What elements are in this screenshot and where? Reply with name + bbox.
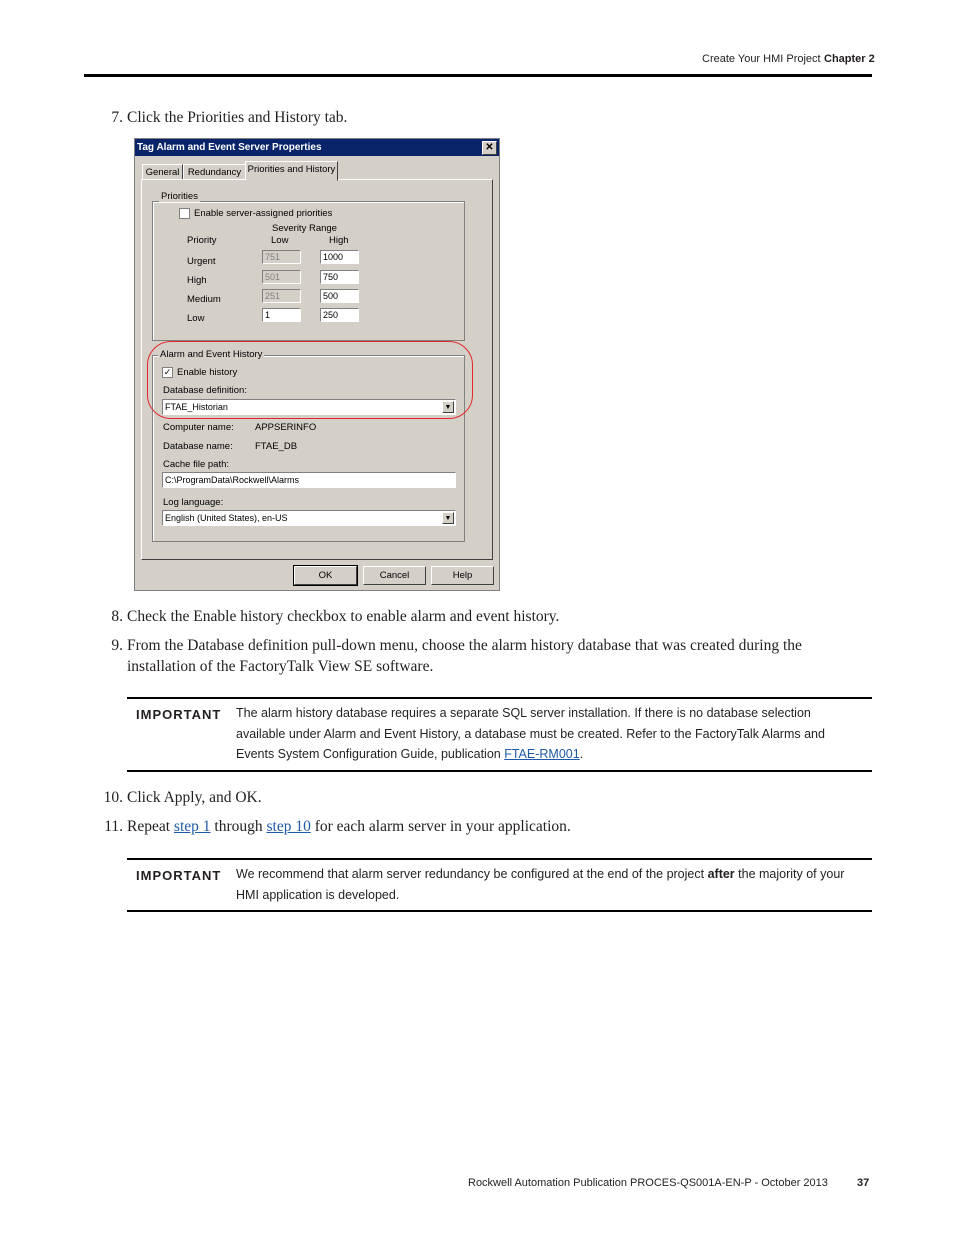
ftae-rm001-link[interactable]: FTAE-RM001	[504, 747, 580, 761]
important-end: .	[579, 747, 584, 761]
close-icon[interactable]: ✕	[482, 141, 497, 155]
dialog-title: Tag Alarm and Event Server Properties	[137, 142, 322, 153]
database-definition-value: FTAE_Historian	[165, 402, 228, 412]
step-text: From the Database definition pull-down menu, choose the alarm history database that was created during the installation of the FactoryTalk View SE software.	[127, 637, 802, 675]
step-text: Check the Enable history checkbox to enable alarm and event history.	[127, 608, 560, 625]
log-language-value: English (United States), en-US	[165, 513, 288, 523]
tab-general[interactable]: General	[142, 164, 183, 180]
priority-name-high: High	[187, 275, 207, 286]
page-number: 37	[857, 1177, 870, 1189]
step-1-link[interactable]: step 1	[173, 818, 211, 835]
priority-name-medium: Medium	[187, 294, 221, 305]
ok-button[interactable]: OK	[294, 566, 357, 585]
important-text	[236, 864, 861, 905]
step-number: 9.	[111, 637, 123, 654]
medium-high-field[interactable]: 500	[320, 289, 359, 303]
step-text: Click Apply, and OK.	[127, 789, 262, 806]
database-name-value: FTAE_DB	[255, 441, 298, 452]
high-column-header: High	[329, 235, 349, 246]
chevron-down-icon[interactable]: ▼	[442, 512, 454, 524]
priority-name-urgent: Urgent	[187, 256, 216, 267]
header-rule	[84, 74, 872, 77]
important-pre: We recommend that alarm server redundancy be configured at the end of the project	[236, 867, 705, 881]
important-label: IMPORTANT	[136, 707, 222, 722]
database-name-label: Database name:	[163, 441, 233, 452]
important-bold: after	[707, 867, 735, 881]
cache-file-path-label: Cache file path:	[163, 459, 230, 470]
footer-publication: Rockwell Automation Publication PROCES-QS001A-EN-P - October 2013	[468, 1177, 828, 1189]
step-number: 7.	[111, 109, 123, 126]
important-box	[127, 858, 872, 912]
database-definition-label: Database definition:	[163, 385, 247, 396]
history-group-label: Alarm and Event History	[160, 349, 263, 360]
priority-name-low: Low	[187, 313, 205, 324]
important-post: the majority of your HMI application is developed.	[236, 867, 845, 902]
tab-redundancy[interactable]: Redundancy	[183, 164, 246, 180]
low-low-field[interactable]: 1	[262, 308, 301, 322]
tab-priorities-and-history[interactable]: Priorities and History	[245, 161, 338, 181]
severity-range-label: Severity Range	[272, 223, 337, 234]
priorities-group-label: Priorities	[161, 191, 198, 202]
log-language-label: Log language:	[163, 497, 224, 508]
step-10-link[interactable]: step 10	[266, 818, 311, 835]
running-header-chapter: Chapter 2	[824, 53, 875, 65]
cache-file-path-input[interactable]: C:\ProgramData\Rockwell\Alarms	[162, 472, 456, 488]
server-priorities-label: Enable server-assigned priorities	[194, 208, 333, 219]
step-text-pre: Repeat	[127, 818, 171, 835]
step-text-post: for each alarm server in your application.	[314, 818, 571, 835]
low-column-header: Low	[271, 235, 289, 246]
highlight-ring	[147, 341, 473, 419]
medium-low-field: 251	[262, 289, 301, 303]
enable-history-checkbox[interactable]: ✓	[163, 367, 172, 377]
high-low-field: 501	[262, 270, 301, 284]
enable-history-label: Enable history	[177, 367, 238, 378]
important-body: The alarm history database requires a separate SQL server installation. If there is no database selection available under Alarm and Event History, a database must be created. Refer to the FactoryTalk Alarms and Events System Configuration Guide, publication	[236, 706, 825, 761]
computer-name-label: Computer name:	[163, 422, 234, 433]
step-number: 10.	[103, 789, 123, 806]
step-text	[127, 816, 837, 837]
low-high-field[interactable]: 250	[320, 308, 359, 322]
step-text-mid: through	[214, 818, 263, 835]
step-text: Click the Priorities and History tab.	[127, 109, 348, 126]
log-language-select[interactable]	[162, 510, 456, 526]
cancel-button[interactable]: Cancel	[363, 566, 426, 585]
important-label: IMPORTANT	[136, 868, 222, 883]
chevron-down-icon[interactable]: ▼	[442, 401, 454, 413]
priority-column-header: Priority	[187, 235, 217, 246]
urgent-low-field: 751	[262, 250, 301, 264]
step-number: 8.	[111, 608, 123, 625]
computer-name-value: APPSERINFO	[255, 422, 317, 433]
help-button[interactable]: Help	[431, 566, 494, 585]
high-high-field[interactable]: 750	[320, 270, 359, 284]
server-priorities-checkbox[interactable]	[179, 208, 190, 219]
running-header-section: Create Your HMI Project	[702, 53, 821, 65]
important-box	[127, 697, 872, 772]
urgent-high-field[interactable]: 1000	[320, 250, 359, 264]
dialog-title-bar	[135, 139, 499, 156]
important-text	[236, 703, 861, 765]
step-number: 11.	[104, 818, 123, 835]
